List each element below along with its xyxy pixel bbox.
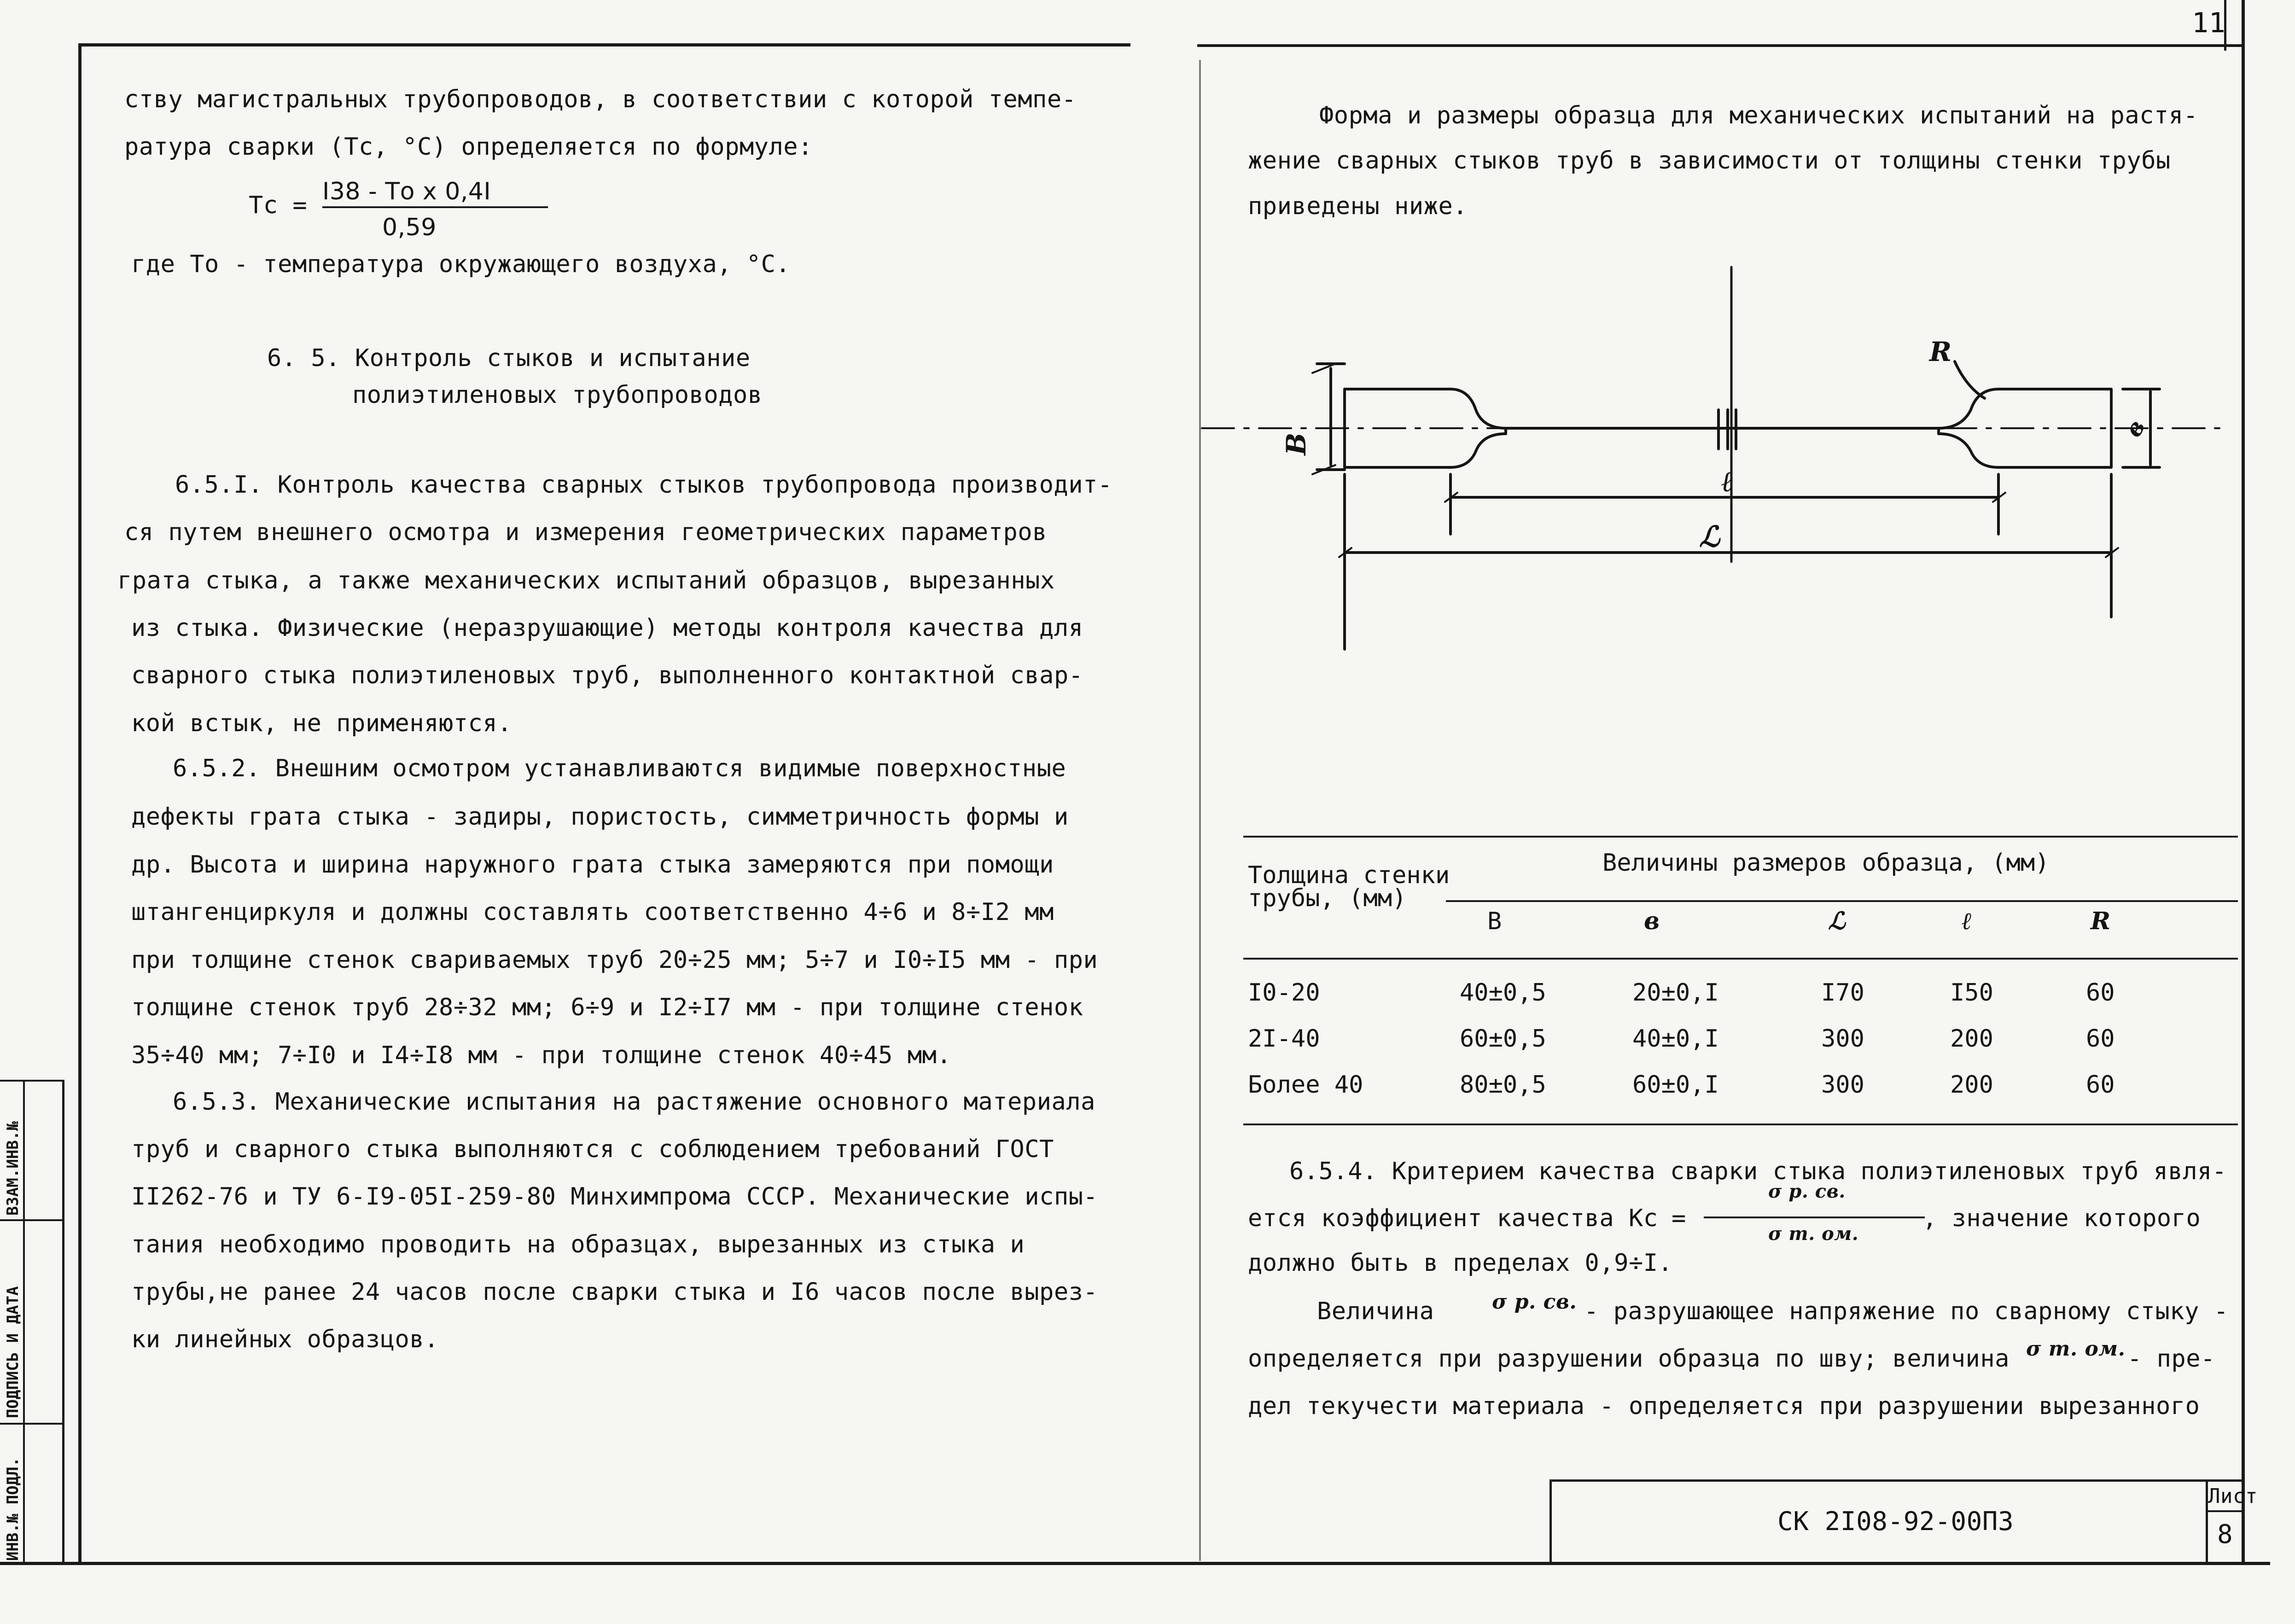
body-line: дефекты грата стыка - задиры, пористость, симметричность формы и (131, 803, 1069, 831)
p-velichina-b: - разрушающее напряжение по сварному стыку - (1584, 1298, 2229, 1325)
left-border (78, 43, 82, 1563)
p654-line-3: должно быть в пределах 0,9÷I. (1248, 1249, 1673, 1277)
table-cell: 2I-40 (1248, 1025, 1320, 1053)
p-line-5b: - пре- (2127, 1345, 2215, 1373)
body-line: кой встык, не применяются. (131, 710, 512, 737)
p654-eq: = (1672, 1205, 1686, 1232)
body-line: из стыка. Физические (неразрушающие) методы контроля качества для (131, 614, 1083, 642)
section-heading-1: 6. 5. Контроль стыков и испытание (267, 344, 751, 372)
table-bottom-rule (1243, 1123, 2238, 1125)
table-subheader-L: ℒ (1828, 907, 1846, 935)
body-line: 6.5.2. Внешним осмотром устанавливаются видимые поверхностные (173, 755, 1066, 782)
stamp-left (1549, 1479, 1552, 1562)
drawing-label-b: в (2119, 414, 2151, 442)
table-col0-header-2: трубы, (мм) (1248, 885, 1407, 912)
body-line: толщине стенок труб 28÷32 мм; 6÷9 и I2÷I7 мм - при толщине стенок (131, 994, 1083, 1021)
drawing-label-L: ℒ (1699, 520, 1720, 553)
margin-stamp-vline2 (62, 1080, 64, 1563)
formula-denominator: 0,59 (382, 214, 437, 241)
body-line: 35÷40 мм; 7÷I0 и I4÷I8 мм - при толщине стенок 40÷45 мм. (131, 1042, 952, 1069)
p-line-6: дел текучести материала - определяется при разрушении вырезанного (1248, 1392, 2200, 1420)
stamp-top (1549, 1479, 2243, 1482)
margin-stamp-div1 (0, 1219, 64, 1221)
table-cell: 40±0,5 (1460, 979, 1546, 1007)
body-line: др. Высота и ширина наружного грата стыка замеряются при помощи (131, 851, 1054, 879)
table-subheader-b: в (1644, 907, 1660, 935)
table-cell: 60 (2086, 979, 2115, 1007)
body-line: 6.5.I. Контроль качества сварных стыков трубопровода производит- (175, 471, 1113, 499)
table-group-rule (1446, 900, 2238, 902)
intro-line-2: ратура сварки (Тс, °С) определяется по формуле: (124, 133, 813, 161)
p654-line-2a: ется коэффициент качества Кс (1248, 1205, 1658, 1232)
corner-mark: 11 (2192, 7, 2226, 39)
intro-line-1: ству магистральных трубопроводов, в соответствии с которой темпе- (124, 86, 1077, 113)
formula-lhs: Тс = (249, 192, 308, 219)
right-border (2242, 0, 2245, 1563)
table-cell: 60±0,5 (1460, 1025, 1546, 1053)
p654-frac-bar (1704, 1217, 1925, 1218)
where-line: где То - температура окружающего воздуха, °С. (131, 250, 791, 278)
margin-stamp-vzam: ВЗАМ.ИНВ.№ (4, 1121, 22, 1216)
bottom-border (0, 1562, 2270, 1565)
table-cell: I50 (1950, 979, 1993, 1007)
table-cell: 300 (1821, 1071, 1864, 1099)
table-cell: Более 40 (1248, 1071, 1363, 1099)
body-line: труб и сварного стыка выполняются с соблюдением требований ГОСТ (131, 1135, 1054, 1163)
drawing-label-R: R (1929, 336, 1952, 367)
right-intro-line: жение сварных стыков труб в зависимости от толщины стенки трубы (1248, 147, 2171, 175)
p654-frac-num: σ р. св. (1768, 1181, 1846, 1202)
table-cell: 200 (1950, 1025, 1993, 1053)
table-cell: 20±0,I (1632, 979, 1719, 1007)
right-intro-line: Форма и размеры образца для механических испытаний на растя- (1319, 102, 2198, 129)
table-col0-header-1: Толщина стенки (1248, 861, 1450, 889)
body-line: грата стыка, а также механических испытаний образцов, вырезанных (117, 567, 1055, 594)
table-cell: I0-20 (1248, 979, 1320, 1007)
body-line: при толщине стенок свариваемых труб 20÷25 мм; 5÷7 и I0÷I5 мм - при (131, 946, 1098, 974)
stamp-sheet-label: Лист (2208, 1484, 2258, 1508)
body-line: тания необходимо проводить на образцах, вырезанных из стыка и (131, 1231, 1025, 1258)
body-line: ся путем внешнего осмотра и измерения геометрических параметров (124, 518, 1047, 546)
stamp-doc-code: СК 2I08-92-00ПЗ (1777, 1507, 2014, 1537)
section-heading-2: полиэтиленовых трубопроводов (352, 381, 763, 409)
margin-stamp-podpis: ПОДПИСЬ И ДАТА (4, 1286, 22, 1418)
table-header-rule (1243, 958, 2238, 960)
body-line: ки линейных образцов. (131, 1326, 439, 1353)
top-border-right (1197, 44, 2243, 47)
table-subheader-B: В (1487, 908, 1502, 935)
body-line: трубы,не ранее 24 часов после сварки стыка и I6 часов после вырез- (131, 1278, 1098, 1306)
table-subheader-l: ℓ (1962, 907, 1972, 935)
p-velichina-sym: σ р. св. (1492, 1290, 1577, 1314)
table-cell: 60 (2086, 1025, 2115, 1053)
body-line: 6.5.3. Механические испытания на растяжение основного материала (173, 1088, 1095, 1116)
formula-bar (322, 206, 548, 208)
drawing-label-l: ℓ (1721, 465, 1734, 498)
top-border-left (81, 43, 1130, 47)
table-cell: I70 (1821, 979, 1864, 1007)
table-group-header: Величины размеров образца, (мм) (1602, 849, 2050, 877)
p654-frac-den: σ т. ом. (1768, 1223, 1859, 1245)
stamp-sheet-number: 8 (2217, 1519, 2233, 1549)
margin-stamp-inv: ИНВ.№ ПОДЛ. (4, 1457, 22, 1561)
table-subheader-R: R (2091, 907, 2111, 935)
table-cell: 40±0,I (1632, 1025, 1719, 1053)
margin-stamp-div2 (0, 1423, 64, 1425)
body-line: штангенциркуля и должны составлять соответственно 4÷6 и 8÷I2 мм (131, 898, 1054, 926)
p654-line-1: 6.5.4. Критерием качества сварки стыка полиэтиленовых труб явля- (1289, 1158, 2227, 1185)
p-line-5a: определяется при разрушении образца по шву; величина (1248, 1345, 2010, 1373)
p654-line-2b: , значение которого (1922, 1205, 2201, 1232)
right-intro-line: приведены ниже. (1248, 192, 1468, 220)
body-line: II262-76 и ТУ 6-I9-05I-259-80 Минхимпрома СССР. Механические испы- (131, 1183, 1098, 1211)
p-line-5-sym: σ т. ом. (2026, 1337, 2126, 1361)
table-cell: 200 (1950, 1071, 1993, 1099)
margin-stamp-outer (0, 1080, 64, 1082)
table-cell: 60±0,I (1632, 1071, 1719, 1099)
specimen-drawing (1193, 258, 2233, 663)
margin-stamp-vline1 (23, 1080, 25, 1563)
formula-numerator: I38 - То х 0,4I (322, 178, 491, 205)
table-top-rule (1243, 836, 2238, 838)
p-velichina-a: Величина (1317, 1298, 1434, 1325)
table-cell: 80±0,5 (1460, 1071, 1546, 1099)
table-cell: 300 (1821, 1025, 1864, 1053)
drawing-label-B: B (1280, 432, 1312, 455)
body-line: сварного стыка полиэтиленовых труб, выполненного контактной свар- (131, 662, 1083, 689)
table-cell: 60 (2086, 1071, 2115, 1099)
stamp-sheet-rule (2206, 1510, 2243, 1512)
